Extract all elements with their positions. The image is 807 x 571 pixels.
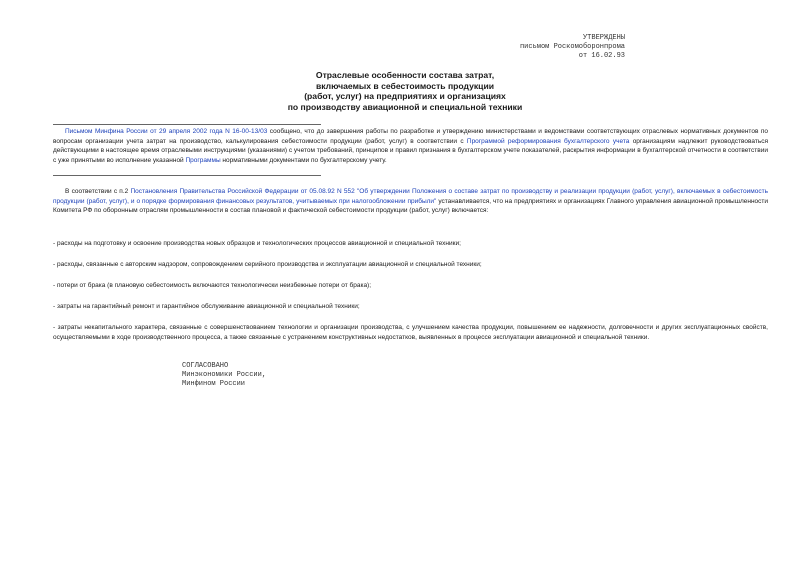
title-line-3: (работ, услуг) на предприятиях и организациях — [304, 91, 506, 101]
list-item: - затраты некапитального характера, связанные с совершенствованием технологии и организации производства, с улучшением качества продукции, повышением ее надежности, долговечности и других эксплуатационных свойств, осуществляемыми в ходе производственного процесса, а также связанные с устранением конструктивных недостатков, выявленных в процессе эксплуатации авиационной и специальной техники. — [53, 324, 768, 341]
agreement-line-1: СОГЛАСОВАНО — [182, 362, 229, 370]
agreement-stamp — [182, 362, 266, 389]
title-line-2: включаемых в себестоимость продукции — [315, 80, 495, 91]
note-text-3: нормативными документами по бухгалтерскому учету. — [220, 156, 387, 164]
agreement-line-3: Минфином России — [182, 380, 246, 388]
list-item: - расходы, связанные с авторским надзором, сопровождением серийного производства и эксплуатации авиационной и специальной техники; — [53, 261, 482, 268]
approval-line-3: от 16.02.93 — [578, 52, 625, 60]
link-minfin-letter[interactable]: Письмом Минфина России от 29 апреля 2002 года N 16-00-13/03 — [65, 128, 268, 135]
agreement-line-2: Минэкономики России, — [182, 371, 267, 379]
note-text-1: сообщено, что до завершения работы по разработке и утверждению министерствами и ведомствами соответствующих отраслевых нормативных документов по вопросам организации учета затрат на производство, калькулирования себестоимости продукции (работ, услуг) в соответствии с — [53, 128, 768, 145]
list-item: - затраты на гарантийный ремонт и гарантийное обслуживание авиационной и специальной техники; — [53, 303, 360, 310]
title-line-4: по производству авиационной и специальной техники — [287, 101, 523, 112]
approval-line-2: письмом Роскомоборонпрома — [519, 43, 625, 51]
approval-stamp — [520, 34, 625, 61]
intro-paragraph — [53, 187, 768, 216]
document-title — [180, 70, 630, 112]
approval-line-1: УТВЕРЖДЕНЫ — [582, 34, 625, 42]
list-item: - расходы на подготовку и освоение производства новых образцов и технологических процессов авиационной и специальной техники; — [53, 240, 461, 247]
editorial-note — [53, 127, 768, 165]
link-government-decree[interactable]: Постановления Правительства Российской Федерации от 05.08.92 N 552 "Об утверждении Положения о составе затрат по производству и реализации продукции (работ, услуг), включаемых в себестоимость продукции (работ, услуг), и о порядке формирования финансовых результатов, учитываемых при налогообложении прибыли" — [53, 188, 769, 205]
link-program[interactable]: Программы — [185, 156, 221, 164]
link-reform-program[interactable]: Программой реформирования бухгалтерского учета — [466, 137, 630, 145]
list-item: - потери от брака (в плановую себестоимость включаются технологически неизбежные потери от брака); — [53, 282, 372, 289]
intro-text-1: В соответствии с п.2 — [65, 188, 131, 195]
title-line-1: Отраслевые особенности состава затрат, — [315, 70, 495, 80]
intro-text-2: устанавливается, что на предприятиях и организациях Главного управления авиационной промышленности Комитета РФ по оборонным отраслям промышленности в состав плановой и фактической себестоимости продукции (работ, услуг) включается: — [53, 197, 769, 215]
note-top-rule — [53, 124, 321, 125]
note-bottom-rule — [53, 175, 321, 176]
note-text-2: организациям надлежит руководствоваться действующими в настоящее время отраслевыми инструкциями (указаниями) с учетом требований, принципов и правил признания в бухгалтерском учете показателей, раскрытия информации в бухгалтерской отчетности в соответствии с уже принятыми во исполнение указанной — [53, 137, 768, 164]
